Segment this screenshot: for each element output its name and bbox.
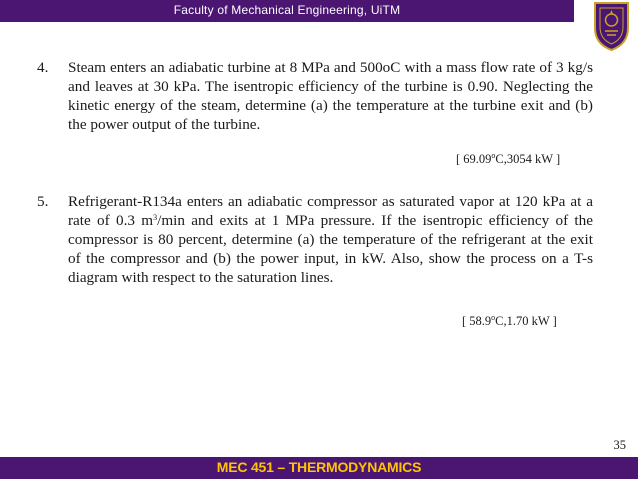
problem-text-part1: Refrigerant-R134a enters an adiabatic compressor as saturated vapor at 120 kPa at a rate of 0.3 m — [68, 193, 593, 229]
answer-close: C,1.70 kW ] — [495, 314, 557, 328]
answer-5 — [462, 314, 557, 329]
problem-5 — [37, 192, 593, 287]
answer-4 — [456, 152, 560, 167]
uitm-logo — [585, 0, 638, 52]
page-number: 35 — [613, 438, 626, 452]
problem-number: 4. — [37, 59, 49, 76]
problem-number: 5. — [37, 193, 49, 210]
problem-4 — [37, 58, 593, 134]
university-crest-icon — [585, 0, 638, 52]
answer-degree: o — [491, 313, 496, 322]
answer-open: [ 58.9 — [462, 314, 492, 328]
answer-open: [ 69.09 — [456, 152, 492, 166]
answer-close: C,3054 kW ] — [495, 152, 561, 166]
answer-degree: o — [491, 151, 496, 160]
superscript: 3 — [153, 213, 158, 222]
problem-text: Steam enters an adiabatic turbine at 8 MPa and 500oC with a mass flow rate of 3 kg/s and leaves at 30 kPa. The isentropic efficiency of the turbine is 0.90. Neglecting the kinetic energy of the steam, determine (a) the temperature at the turbine exit and (b) the power output of the turbine. — [68, 59, 593, 133]
problem-text-part2: /min and exits at 1 MPa pressure. If the isentropic efficiency of the compressor is 80 percent, determine (a) the temperature of the refrigerant at the exit of the compressor and (b) the power input, in kW. Also, show the process on a T-s diagram with respect to the saturation lines. — [68, 212, 593, 286]
footer-title: MEC 451 – THERMODYNAMICS — [216, 459, 422, 475]
problem-text — [68, 192, 593, 287]
header-title: Faculty of Mechanical Engineering, UiTM — [173, 3, 401, 17]
